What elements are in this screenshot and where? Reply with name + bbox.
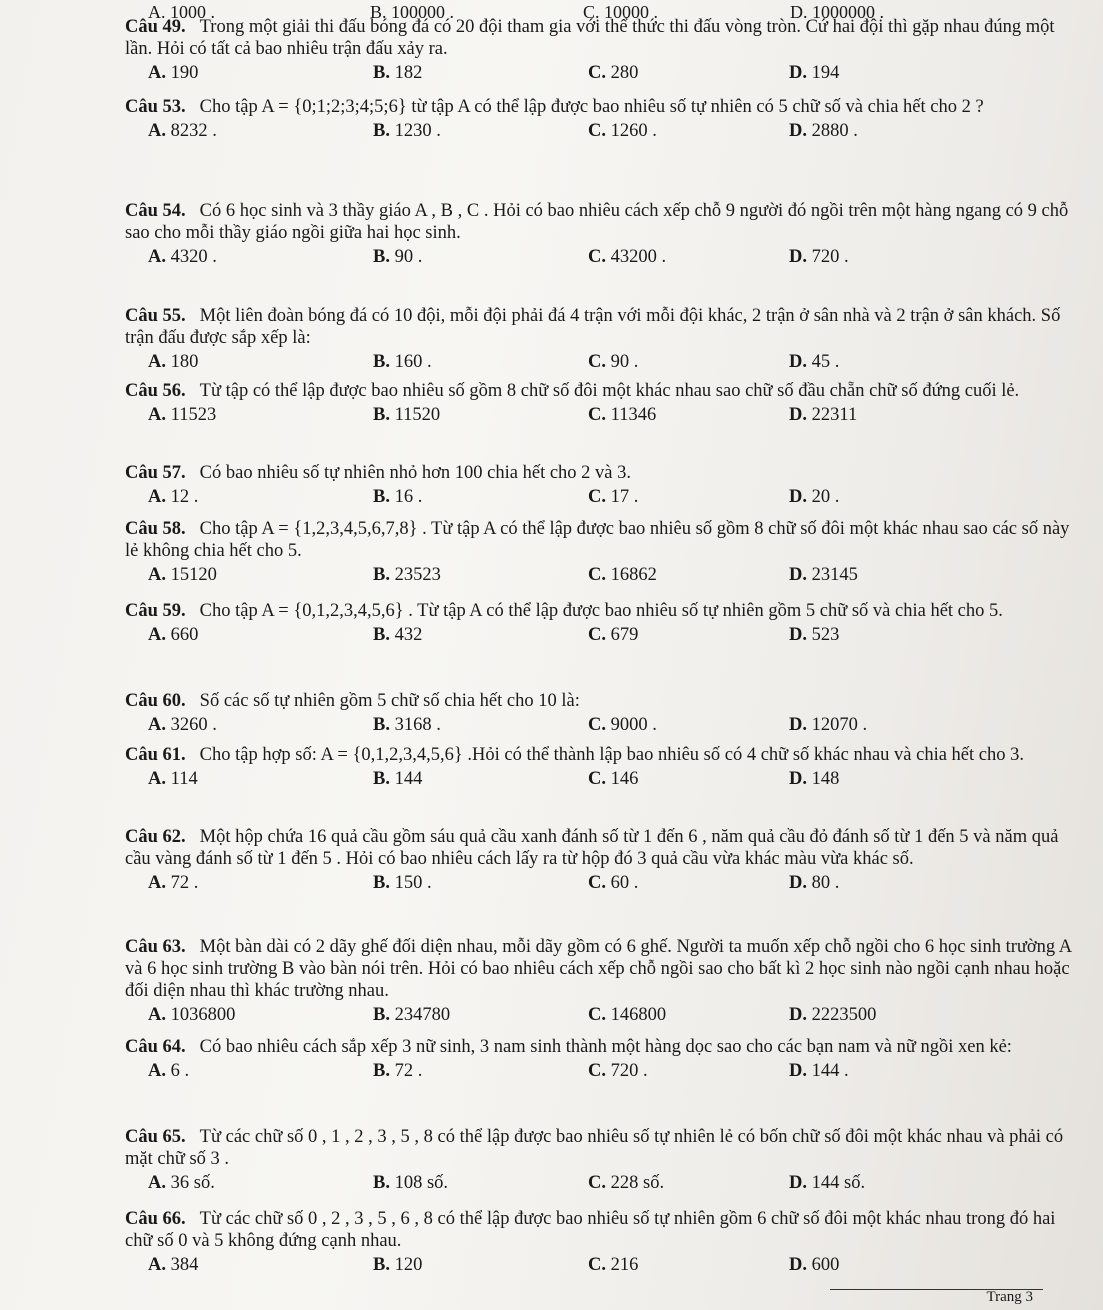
answer-a: A. 114 bbox=[148, 769, 198, 789]
question-q55 bbox=[125, 305, 1085, 375]
answer-a: A. 180 bbox=[148, 352, 199, 372]
question-stem: Có 6 học sinh và 3 thầy giáo A , B , C . Hỏi có bao nhiêu cách xếp chỗ 9 người đó ngồi trên một hàng ngang có 9 chỗ sao cho mỗi thầy giáo ngồi giữa hai học sinh. bbox=[125, 201, 1069, 243]
answer-a: A. 6 . bbox=[148, 1061, 190, 1081]
question-q53 bbox=[125, 96, 1085, 144]
answer-d: D. 2880 . bbox=[789, 121, 858, 141]
answer-c: C. 216 bbox=[588, 1255, 639, 1275]
question-q61 bbox=[125, 744, 1085, 792]
question-q65 bbox=[125, 1126, 1085, 1196]
answer-b: B. 23523 bbox=[373, 565, 441, 585]
answer-c: C. 16862 bbox=[588, 565, 657, 585]
question-q56 bbox=[125, 380, 1085, 428]
page-number: Trang 3 bbox=[986, 1289, 1033, 1305]
answer-a: A. 15120 bbox=[148, 565, 217, 585]
question-q54 bbox=[125, 200, 1085, 270]
question-q49 bbox=[125, 16, 1085, 86]
question-stem: Có bao nhiêu số tự nhiên nhỏ hơn 100 chia hết cho 2 và 3. bbox=[199, 463, 632, 483]
question-stem: Từ tập có thể lập được bao nhiêu số gồm 8 chữ số đôi một khác nhau sao chữ số đầu chẵn chữ số đứng cuối lẻ. bbox=[199, 381, 1020, 401]
question-q57 bbox=[125, 462, 1085, 510]
question-stem: Từ các chữ số 0 , 1 , 2 , 3 , 5 , 8 có thể lập được bao nhiêu số tự nhiên lẻ có bốn chữ số đôi một khác nhau và phải có mặt chữ số 3 . bbox=[125, 1127, 1064, 1169]
question-q63 bbox=[125, 936, 1085, 1028]
answer-d: D. 194 bbox=[789, 63, 840, 83]
answer-a: A. 1036800 bbox=[148, 1005, 236, 1025]
answer-d: D. 45 . bbox=[789, 352, 840, 372]
answer-options bbox=[125, 1254, 1085, 1278]
answer-options bbox=[125, 1060, 1085, 1084]
answer-d: D. 20 . bbox=[789, 487, 840, 507]
answer-options bbox=[125, 768, 1085, 792]
answer-options bbox=[125, 404, 1085, 428]
answer-b: B. 1230 . bbox=[373, 121, 441, 141]
answer-options bbox=[125, 1172, 1085, 1196]
question-number: Câu 56. bbox=[125, 381, 186, 401]
answer-b: B. 160 . bbox=[373, 352, 432, 372]
answer-b: B. 144 bbox=[373, 769, 423, 789]
question-stem: Một hộp chứa 16 quả cầu gồm sáu quả cầu xanh đánh số từ 1 đến 6 , năm quả cầu đỏ đánh số từ 1 đến 5 và năm quả cầu vàng đánh số từ 1 đến 5 . Hỏi có bao nhiêu cách lấy ra từ hộp đó 3 quả cầu vừa khác màu vừa khác số. bbox=[125, 827, 1059, 869]
answer-d: D. 144 số. bbox=[789, 1173, 866, 1193]
question-stem: Một bàn dài có 2 dãy ghế đối diện nhau, mỗi dãy gồm có 6 ghế. Người ta muốn xếp chỗ ngồi cho 6 học sinh trường A và 6 học sinh trường B vào bàn nói trên. Hỏi có bao nhiêu cách xếp chỗ ngồi sao cho bất kì 2 học sinh nào ngồi cạnh nhau hoặc đối diện nhau thì khác trường nhau. bbox=[125, 937, 1072, 1001]
answer-a: A. 384 bbox=[148, 1255, 199, 1275]
question-stem: Cho tập A = {0;1;2;3;4;5;6} từ tập A có thể lập được bao nhiêu số tự nhiên có 5 chữ số và chia hết cho 2 ? bbox=[199, 97, 984, 117]
answer-b: B. 120 bbox=[373, 1255, 423, 1275]
answer-c: C. 720 . bbox=[588, 1061, 648, 1081]
question-stem: Từ các chữ số 0 , 2 , 3 , 5 , 6 , 8 có thể lập được bao nhiêu số tự nhiên gồm 6 chữ số đôi một khác nhau trong đó hai chữ số 0 và 5 không đứng cạnh nhau. bbox=[125, 1209, 1056, 1251]
question-q59 bbox=[125, 600, 1085, 648]
answer-c: C. 43200 . bbox=[588, 247, 667, 267]
question-number: Câu 60. bbox=[125, 691, 186, 711]
question-number: Câu 53. bbox=[125, 97, 186, 117]
answer-a: A. 8232 . bbox=[148, 121, 217, 141]
answer-options bbox=[125, 120, 1085, 144]
answer-d: D. 22311 bbox=[789, 405, 858, 425]
answer-options bbox=[125, 564, 1085, 588]
answer-b: B. 432 bbox=[373, 625, 423, 645]
option-d: D. 1000000 . bbox=[790, 2, 884, 22]
answer-b: B. 108 số. bbox=[373, 1173, 449, 1193]
question-q66 bbox=[125, 1208, 1085, 1278]
question-stem: Trong một giải thi đấu bóng đá có 20 đội tham gia với thể thức thi đấu vòng tròn. Cứ hai đội thì gặp nhau đúng một lần. Hỏi có tất cả bao nhiêu trận đấu xảy ra. bbox=[125, 17, 1055, 59]
question-number: Câu 59. bbox=[125, 601, 186, 621]
question-number: Câu 49. bbox=[125, 17, 186, 37]
answer-d: D. 720 . bbox=[789, 247, 849, 267]
answer-b: B. 182 bbox=[373, 63, 423, 83]
question-number: Câu 54. bbox=[125, 201, 186, 221]
answer-d: D. 148 bbox=[789, 769, 840, 789]
answer-a: A. 660 bbox=[148, 625, 199, 645]
question-stem: Một liên đoàn bóng đá có 10 đội, mỗi đội phải đá 4 trận với mỗi đội khác, 2 trận ở sân nhà và 2 trận ở sân khách. Số trận đấu được sắp xếp là: bbox=[125, 306, 1061, 348]
answer-b: B. 234780 bbox=[373, 1005, 451, 1025]
answer-options bbox=[125, 872, 1085, 896]
answer-a: A. 12 . bbox=[148, 487, 199, 507]
answer-d: D. 2223500 bbox=[789, 1005, 877, 1025]
answer-d: D. 523 bbox=[789, 625, 840, 645]
option-a: A. 1000 . bbox=[148, 2, 215, 22]
question-number: Câu 58. bbox=[125, 519, 186, 539]
answer-a: A. 4320 . bbox=[148, 247, 217, 267]
answer-a: A. 190 bbox=[148, 63, 199, 83]
question-stem: Có bao nhiêu cách sắp xếp 3 nữ sinh, 3 nam sinh thành một hàng dọc sao cho các bạn nam và nữ ngồi xen kẻ: bbox=[199, 1037, 1012, 1057]
answer-options bbox=[125, 486, 1085, 510]
answer-b: B. 90 . bbox=[373, 247, 423, 267]
answer-d: D. 144 . bbox=[789, 1061, 849, 1081]
answer-b: B. 72 . bbox=[373, 1061, 423, 1081]
answer-options bbox=[125, 624, 1085, 648]
answer-a: A. 3260 . bbox=[148, 715, 217, 735]
question-q64 bbox=[125, 1036, 1085, 1084]
question-number: Câu 65. bbox=[125, 1127, 186, 1147]
answer-b: B. 11520 bbox=[373, 405, 441, 425]
question-number: Câu 61. bbox=[125, 745, 186, 765]
question-number: Câu 57. bbox=[125, 463, 186, 483]
answer-d: D. 600 bbox=[789, 1255, 840, 1275]
question-stem: Cho tập hợp số: A = {0,1,2,3,4,5,6} .Hỏi có thể thành lập bao nhiêu số có 4 chữ số khác nhau và chia hết cho 3. bbox=[199, 745, 1024, 765]
answer-c: C. 90 . bbox=[588, 352, 639, 372]
answer-c: C. 60 . bbox=[588, 873, 639, 893]
answer-d: D. 80 . bbox=[789, 873, 840, 893]
question-number: Câu 64. bbox=[125, 1037, 186, 1057]
answer-options bbox=[125, 351, 1085, 375]
answer-c: C. 146800 bbox=[588, 1005, 667, 1025]
question-number: Câu 62. bbox=[125, 827, 186, 847]
answer-options bbox=[125, 714, 1085, 738]
question-stem: Số các số tự nhiên gồm 5 chữ số chia hết cho 10 là: bbox=[199, 691, 580, 711]
answer-d: D. 23145 bbox=[789, 565, 858, 585]
answer-b: B. 16 . bbox=[373, 487, 423, 507]
question-q60 bbox=[125, 690, 1085, 738]
answer-a: A. 36 số. bbox=[148, 1173, 215, 1193]
answer-c: C. 228 số. bbox=[588, 1173, 665, 1193]
answer-options bbox=[125, 62, 1085, 86]
answer-c: C. 280 bbox=[588, 63, 639, 83]
answer-options bbox=[125, 246, 1085, 270]
question-q58 bbox=[125, 518, 1085, 588]
question-stem: Cho tập A = {1,2,3,4,5,6,7,8} . Từ tập A có thể lập được bao nhiêu số gồm 8 chữ số đôi một khác nhau sao các số này lẻ không chia hết cho 5. bbox=[125, 519, 1070, 561]
answer-c: C. 17 . bbox=[588, 487, 639, 507]
answer-b: B. 3168 . bbox=[373, 715, 441, 735]
answer-a: A. 11523 bbox=[148, 405, 217, 425]
question-number: Câu 66. bbox=[125, 1209, 186, 1229]
answer-c: C. 11346 bbox=[588, 405, 657, 425]
answer-options bbox=[125, 1004, 1085, 1028]
question-number: Câu 63. bbox=[125, 937, 186, 957]
answer-c: C. 146 bbox=[588, 769, 639, 789]
answer-a: A. 72 . bbox=[148, 873, 199, 893]
answer-d: D. 12070 . bbox=[789, 715, 868, 735]
answer-c: C. 9000 . bbox=[588, 715, 657, 735]
answer-b: B. 150 . bbox=[373, 873, 432, 893]
question-number: Câu 55. bbox=[125, 306, 186, 326]
option-c: C. 10000 . bbox=[583, 2, 659, 22]
answer-c: C. 1260 . bbox=[588, 121, 657, 141]
answer-c: C. 679 bbox=[588, 625, 639, 645]
question-stem: Cho tập A = {0,1,2,3,4,5,6} . Từ tập A có thể lập được bao nhiêu số tự nhiên gồm 5 chữ số và chia hết cho 5. bbox=[199, 601, 1003, 621]
option-b: B. 100000 . bbox=[370, 2, 455, 22]
question-q62 bbox=[125, 826, 1085, 896]
